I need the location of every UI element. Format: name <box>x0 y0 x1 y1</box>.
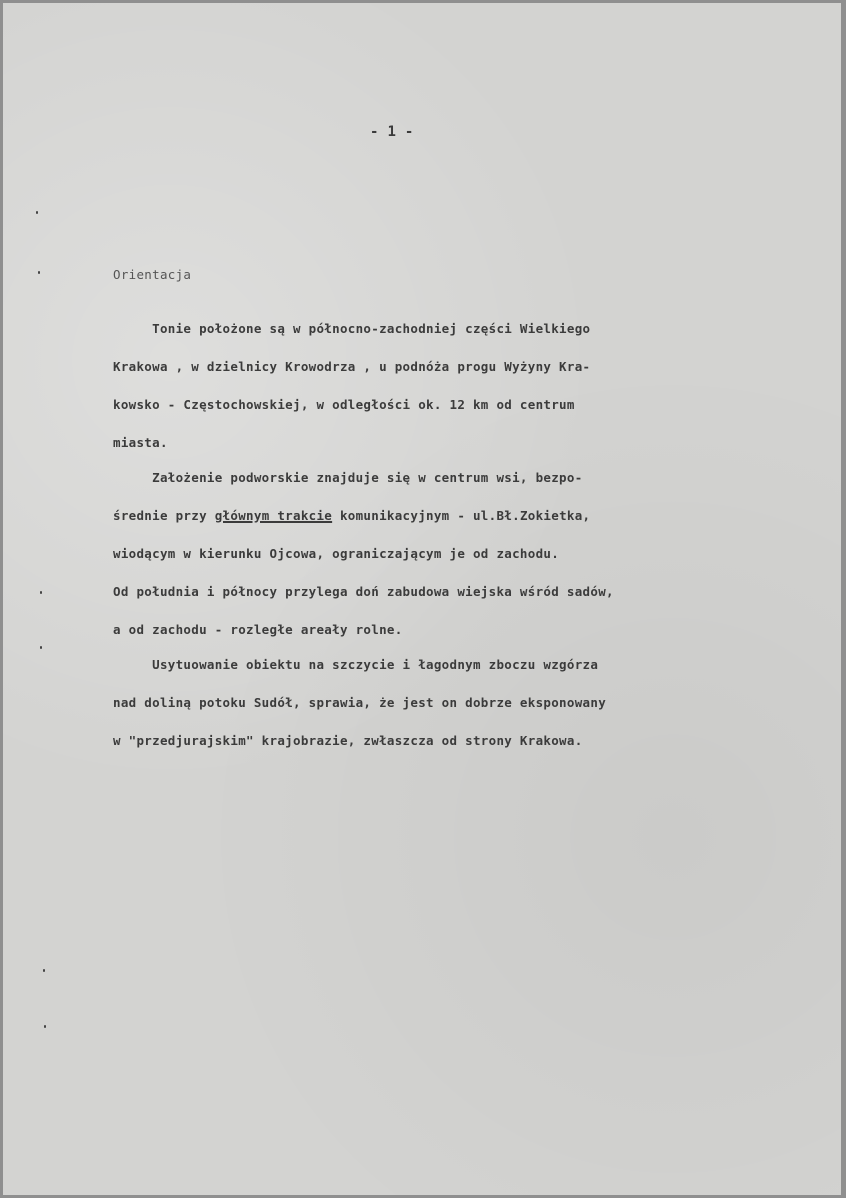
paragraph-3-line-2: nad doliną potoku Sudół, sprawia, że jest on dobrze eksponowany <box>113 695 607 710</box>
paragraph-1-line-2: Krakowa , w dzielnicy Krowodrza , u podnóża progu Wyżyny Kra- <box>113 359 591 374</box>
paragraph-3-line-3: w "przedjurajskim" krajobrazie, zwłaszcza od strony Krakowa. <box>113 733 583 748</box>
paragraph-2-line-5: a od zachodu - rozległe areały rolne. <box>113 622 403 637</box>
paragraph-2-line-2-end: komunikacyjnym - ul.Bł.Zokietka, <box>332 508 591 523</box>
paragraph-1-line-1: Tonie położone są w północno-zachodniej części Wielkiego <box>113 321 591 336</box>
paragraph-1-line-3: kowsko - Częstochowskiej, w odległości ok. 12 km od centrum <box>113 397 575 412</box>
paragraph-2-line-4: Od południa i północy przylega doń zabudowa wiejska wśród sadów, <box>113 584 614 599</box>
paragraph-2-line-2-start: średnie przy <box>113 508 215 523</box>
section-heading: Orientacja <box>113 267 192 282</box>
binding-mark <box>36 211 38 214</box>
binding-mark <box>40 591 42 594</box>
page-number: - 1 - <box>370 124 414 140</box>
paragraph-3-line-1: Usytuowanie obiektu na szczycie i łagodnym zboczu wzgórza <box>113 657 599 672</box>
underlined-phrase: głównym trakcie <box>214 508 333 523</box>
binding-mark <box>44 1025 46 1028</box>
paragraph-2-line-2 <box>113 508 590 524</box>
document-page <box>3 3 841 1195</box>
binding-mark <box>40 646 42 649</box>
paragraph-2-line-1: Założenie podworskie znajduje się w centrum wsi, bezpo- <box>113 470 583 485</box>
binding-mark <box>38 271 40 274</box>
paragraph-2-line-3: wiodącym w kierunku Ojcowa, ograniczającym je od zachodu. <box>113 546 560 561</box>
paragraph-1-line-4: miasta. <box>113 435 168 450</box>
binding-mark <box>43 969 45 972</box>
